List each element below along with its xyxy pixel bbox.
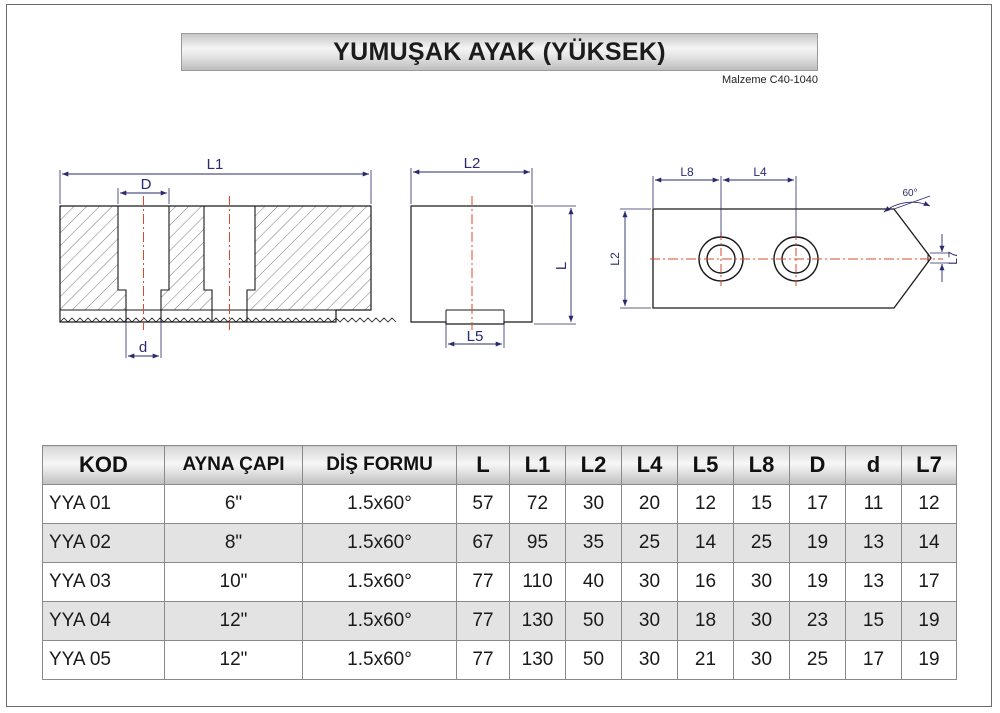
cell-l8: 15	[734, 485, 790, 524]
cell-dis-formu: 1.5x60°	[303, 485, 457, 524]
cell-l2: 30	[566, 485, 622, 524]
material-note: Malzeme C40-1040	[722, 74, 818, 86]
cell-l7: 19	[902, 602, 957, 641]
cell-l2: 50	[566, 602, 622, 641]
cell-l4: 25	[622, 524, 678, 563]
table-row	[43, 524, 957, 563]
label-l5: L5	[466, 328, 484, 345]
label-l2-top: L2	[608, 252, 622, 266]
front-view	[60, 156, 396, 358]
label-l8: L8	[680, 165, 694, 179]
cell-d-lower: 13	[846, 524, 902, 563]
cell-l4: 30	[622, 602, 678, 641]
cell-d-upper: 19	[790, 563, 846, 602]
cell-ayna-capi: 12"	[165, 641, 303, 680]
side-view	[411, 155, 576, 348]
header-l2: L2	[566, 446, 622, 485]
cell-ayna-capi: 12"	[165, 602, 303, 641]
header-l: L	[457, 446, 510, 485]
table-row	[43, 602, 957, 641]
label-d-lower: d	[138, 339, 148, 356]
header-ayna-capi: AYNA ÇAPI	[165, 446, 303, 485]
header-l7: L7	[902, 446, 957, 485]
cell-l4: 30	[622, 641, 678, 680]
cell-dis-formu: 1.5x60°	[303, 602, 457, 641]
cell-l1: 110	[510, 563, 566, 602]
cell-l1: 130	[510, 602, 566, 641]
header-d-upper: D	[790, 446, 846, 485]
cell-l5: 12	[678, 485, 734, 524]
label-l-side: L	[553, 261, 570, 271]
cell-ayna-capi: 6"	[165, 485, 303, 524]
cell-l5: 14	[678, 524, 734, 563]
cell-ayna-capi: 8"	[165, 524, 303, 563]
cell-d-lower: 13	[846, 563, 902, 602]
table-row	[43, 563, 957, 602]
cell-l2: 35	[566, 524, 622, 563]
header-l8: L8	[734, 446, 790, 485]
page-title: YUMUŞAK AYAK (YÜKSEK)	[333, 37, 666, 66]
cell-d-lower: 11	[846, 485, 902, 524]
cell-d-upper: 23	[790, 602, 846, 641]
cell-l1: 130	[510, 641, 566, 680]
cell-l: 77	[457, 641, 510, 680]
spec-table	[42, 445, 957, 680]
cell-l8: 25	[734, 524, 790, 563]
cell-l8: 30	[734, 602, 790, 641]
cell-l7: 19	[902, 641, 957, 680]
cell-l5: 21	[678, 641, 734, 680]
table-row	[43, 641, 957, 680]
cell-d-upper: 19	[790, 524, 846, 563]
cell-l1: 95	[510, 524, 566, 563]
cell-l4: 20	[622, 485, 678, 524]
cell-l8: 30	[734, 563, 790, 602]
label-l1: L1	[206, 156, 224, 173]
cell-l7: 14	[902, 524, 957, 563]
label-l4: L4	[753, 165, 767, 179]
cell-l7: 12	[902, 485, 957, 524]
header-d-lower: d	[846, 446, 902, 485]
cell-dis-formu: 1.5x60°	[303, 563, 457, 602]
cell-l7: 17	[902, 563, 957, 602]
header-l4: L4	[622, 446, 678, 485]
cell-dis-formu: 1.5x60°	[303, 524, 457, 563]
cell-d-lower: 15	[846, 602, 902, 641]
cell-kod: YYA 01	[43, 485, 165, 524]
cell-d-upper: 17	[790, 485, 846, 524]
cell-l5: 16	[678, 563, 734, 602]
cell-kod: YYA 02	[43, 524, 165, 563]
label-angle: 60°	[902, 188, 918, 199]
header-kod: KOD	[43, 446, 165, 485]
cell-l: 57	[457, 485, 510, 524]
header-l1: L1	[510, 446, 566, 485]
cell-ayna-capi: 10"	[165, 563, 303, 602]
cell-l8: 30	[734, 641, 790, 680]
cell-l: 77	[457, 602, 510, 641]
label-d-upper: D	[140, 176, 152, 193]
cell-l1: 72	[510, 485, 566, 524]
cell-l: 77	[457, 563, 510, 602]
header-dis-formu: DİŞ FORMU	[303, 446, 457, 485]
label-l2-side: L2	[463, 155, 481, 172]
cell-kod: YYA 03	[43, 563, 165, 602]
cell-l5: 18	[678, 602, 734, 641]
table-header-row	[43, 446, 957, 485]
table-row	[43, 485, 957, 524]
cell-l2: 40	[566, 563, 622, 602]
top-view	[608, 165, 960, 308]
cell-l: 67	[457, 524, 510, 563]
cell-d-upper: 25	[790, 641, 846, 680]
cell-kod: YYA 04	[43, 602, 165, 641]
spec-table-wrapper	[42, 445, 956, 680]
cell-d-lower: 17	[846, 641, 902, 680]
label-l7: L7	[946, 251, 960, 265]
cell-dis-formu: 1.5x60°	[303, 641, 457, 680]
cell-kod: YYA 05	[43, 641, 165, 680]
header-l5: L5	[678, 446, 734, 485]
cell-l2: 50	[566, 641, 622, 680]
cell-l4: 30	[622, 563, 678, 602]
